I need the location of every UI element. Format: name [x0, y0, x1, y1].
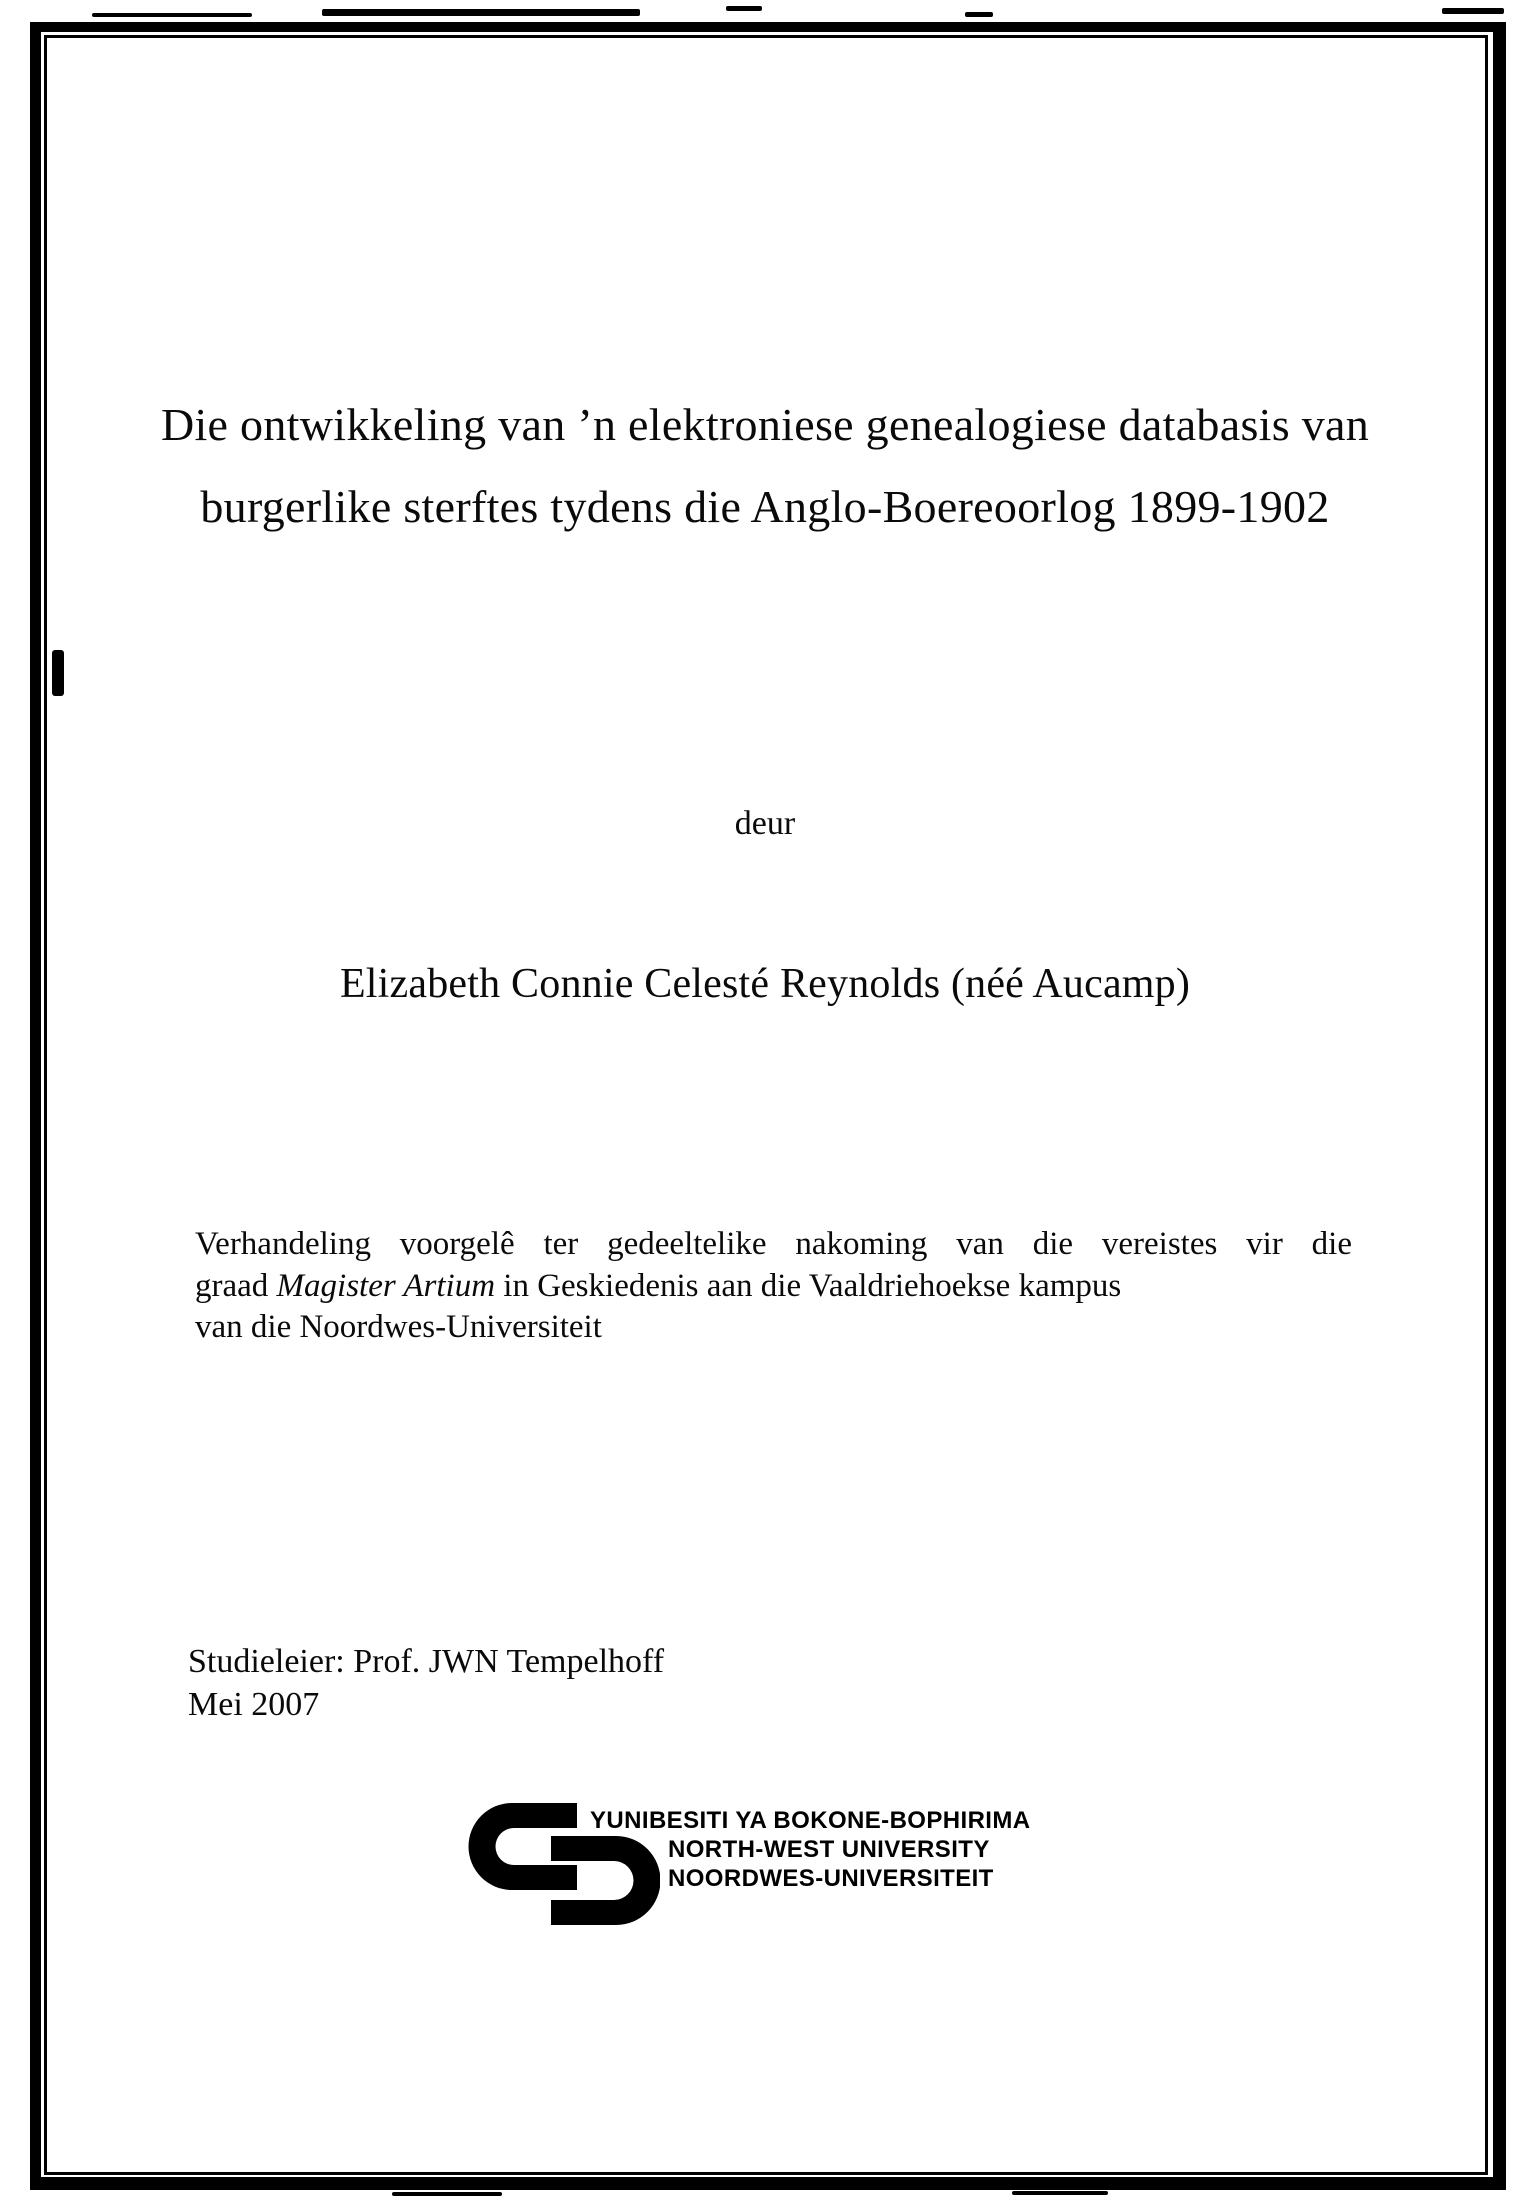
page-title [95, 384, 1435, 548]
author-name: Elizabeth Connie Celesté Reynolds (néé Aucamp) [339, 961, 1191, 1007]
degree-statement [195, 1224, 1352, 1349]
logo-text-line-1: YUNIBESITI YA BOKONE-BOPHIRIMA [590, 1807, 1031, 1834]
degree-statement-line-3: van die Noordwes-Universiteit [195, 1309, 602, 1345]
byline-label: deur [734, 805, 796, 842]
degree-statement-line-2-suffix: in Geskiedenis aan die Vaaldriehoekse kampus [495, 1267, 1122, 1304]
degree-statement-line-2 [195, 1266, 1352, 1308]
title-line-2: burgerlike sterftes tydens die Anglo-Boereoorlog 1899-1902 [200, 481, 1330, 532]
scan-artifact [965, 12, 993, 17]
scan-artifact [92, 13, 252, 17]
scan-artifact [322, 9, 640, 16]
supervisor-block [188, 1641, 664, 1726]
logo-text-line-3: NOORDWES-UNIVERSITEIT [668, 1865, 994, 1892]
scan-artifact [392, 2192, 502, 2196]
scan-artifact [52, 650, 64, 696]
supervisor-line: Studieleier: Prof. JWN Tempelhoff [188, 1643, 665, 1680]
scan-artifact [1012, 2191, 1108, 2195]
title-line-1: Die ontwikkeling van ’n elektroniese genealogiese databasis van [160, 399, 1370, 450]
university-logo [468, 1803, 1108, 1933]
scan-artifact [1442, 8, 1504, 14]
degree-name-italic: Magister Artium [276, 1267, 496, 1304]
degree-statement-line-1: Verhandeling voorgelê ter gedeeltelike nakoming van die vereistes vir die [195, 1226, 1352, 1262]
date-line: Mei 2007 [188, 1685, 320, 1723]
degree-statement-line-2-prefix: graad [195, 1267, 277, 1304]
logo-text-line-2: NORTH-WEST UNIVERSITY [668, 1836, 990, 1863]
university-logo-text [590, 1806, 1031, 1893]
scan-artifact [726, 6, 762, 11]
